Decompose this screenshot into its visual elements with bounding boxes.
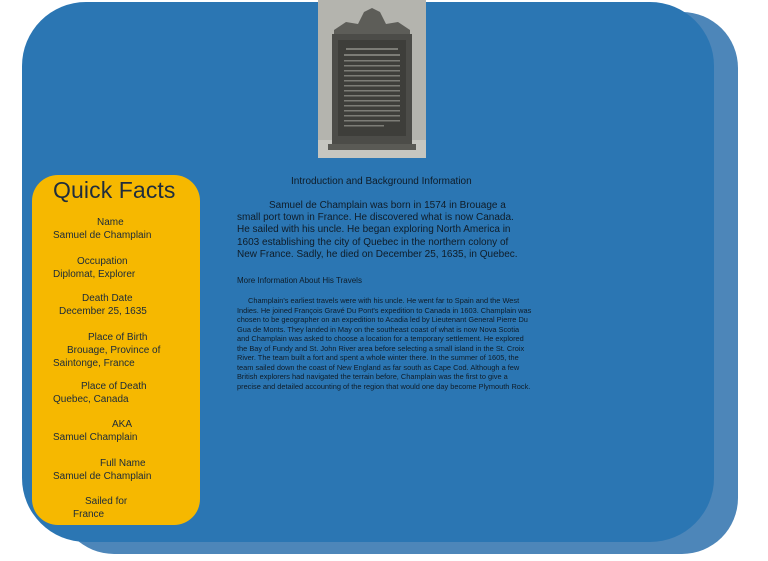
travels-heading: More Information About His Travels bbox=[237, 276, 362, 285]
fact-name bbox=[53, 216, 203, 242]
fact-full-name bbox=[53, 457, 203, 483]
fact-key: Full Name bbox=[100, 458, 146, 469]
intro-heading: Introduction and Background Information bbox=[291, 176, 472, 187]
fact-place-of-birth bbox=[53, 331, 193, 370]
plaque-photo bbox=[318, 0, 426, 158]
fact-place-of-death bbox=[53, 380, 203, 406]
fact-key: Sailed for bbox=[85, 496, 128, 507]
travels-paragraph: Champlain's earliest travels were with his uncle. He went far to Spain and the West Indies. He joined François Gravé Du Pont's expedition to Canada in 1603. Champlain was chosen to be geographer on an expedition to Acadia led by Lieutenant General Pierre Du Gua de Monts. They landed in May on the southeast coast of what is now Nova Scotia and Champlain was asked to choose a location for a temporary settlement. He explored the Bay of Fundy and St. John River area before selecting a small island in the St. Croix River. The team built a fort and spent a whole winter there. In the summer of 1605, the team sailed down the coast of New England as far south as Cape Cod. Although a few British explorers had navigated the terrain before, Champlain was the first to give a precise and detailed accounting of the region that would one day become Plymouth Rock. bbox=[237, 296, 532, 391]
fact-key: Name bbox=[97, 217, 124, 228]
fact-key: Place of Death bbox=[81, 381, 147, 392]
intro-paragraph: Samuel de Champlain was born in 1574 in Brouage a small port town in France. He discovered what is now Canada. He sailed with his uncle. He began exploring North America in 1603 establishing the city of Quebec in the northern colony of New France. Sadly, he died on December 25, 1635, in Quebec. bbox=[237, 200, 518, 260]
fact-occupation bbox=[53, 255, 203, 281]
fact-aka bbox=[53, 418, 203, 444]
fact-value: Samuel Champlain bbox=[53, 432, 138, 443]
quick-facts-panel bbox=[32, 175, 200, 525]
fact-key: Death Date bbox=[82, 293, 133, 304]
fact-key: AKA bbox=[112, 419, 133, 430]
fact-value: Brouage, Province of Saintonge, France bbox=[53, 345, 161, 369]
fact-value: Samuel de Champlain bbox=[53, 230, 152, 241]
plaque-image-icon bbox=[318, 0, 426, 158]
quick-facts-title: Quick Facts bbox=[53, 177, 176, 203]
fact-value: Quebec, Canada bbox=[53, 394, 129, 405]
fact-value: December 25, 1635 bbox=[59, 306, 147, 317]
fact-sailed-for bbox=[53, 495, 203, 521]
fact-value: Diplomat, Explorer bbox=[53, 269, 136, 280]
fact-key: Place of Birth bbox=[88, 332, 148, 343]
fact-death-date bbox=[53, 292, 203, 318]
fact-value: France bbox=[73, 509, 105, 520]
fact-value: Samuel de Champlain bbox=[53, 471, 152, 482]
fact-key: Occupation bbox=[77, 256, 128, 267]
